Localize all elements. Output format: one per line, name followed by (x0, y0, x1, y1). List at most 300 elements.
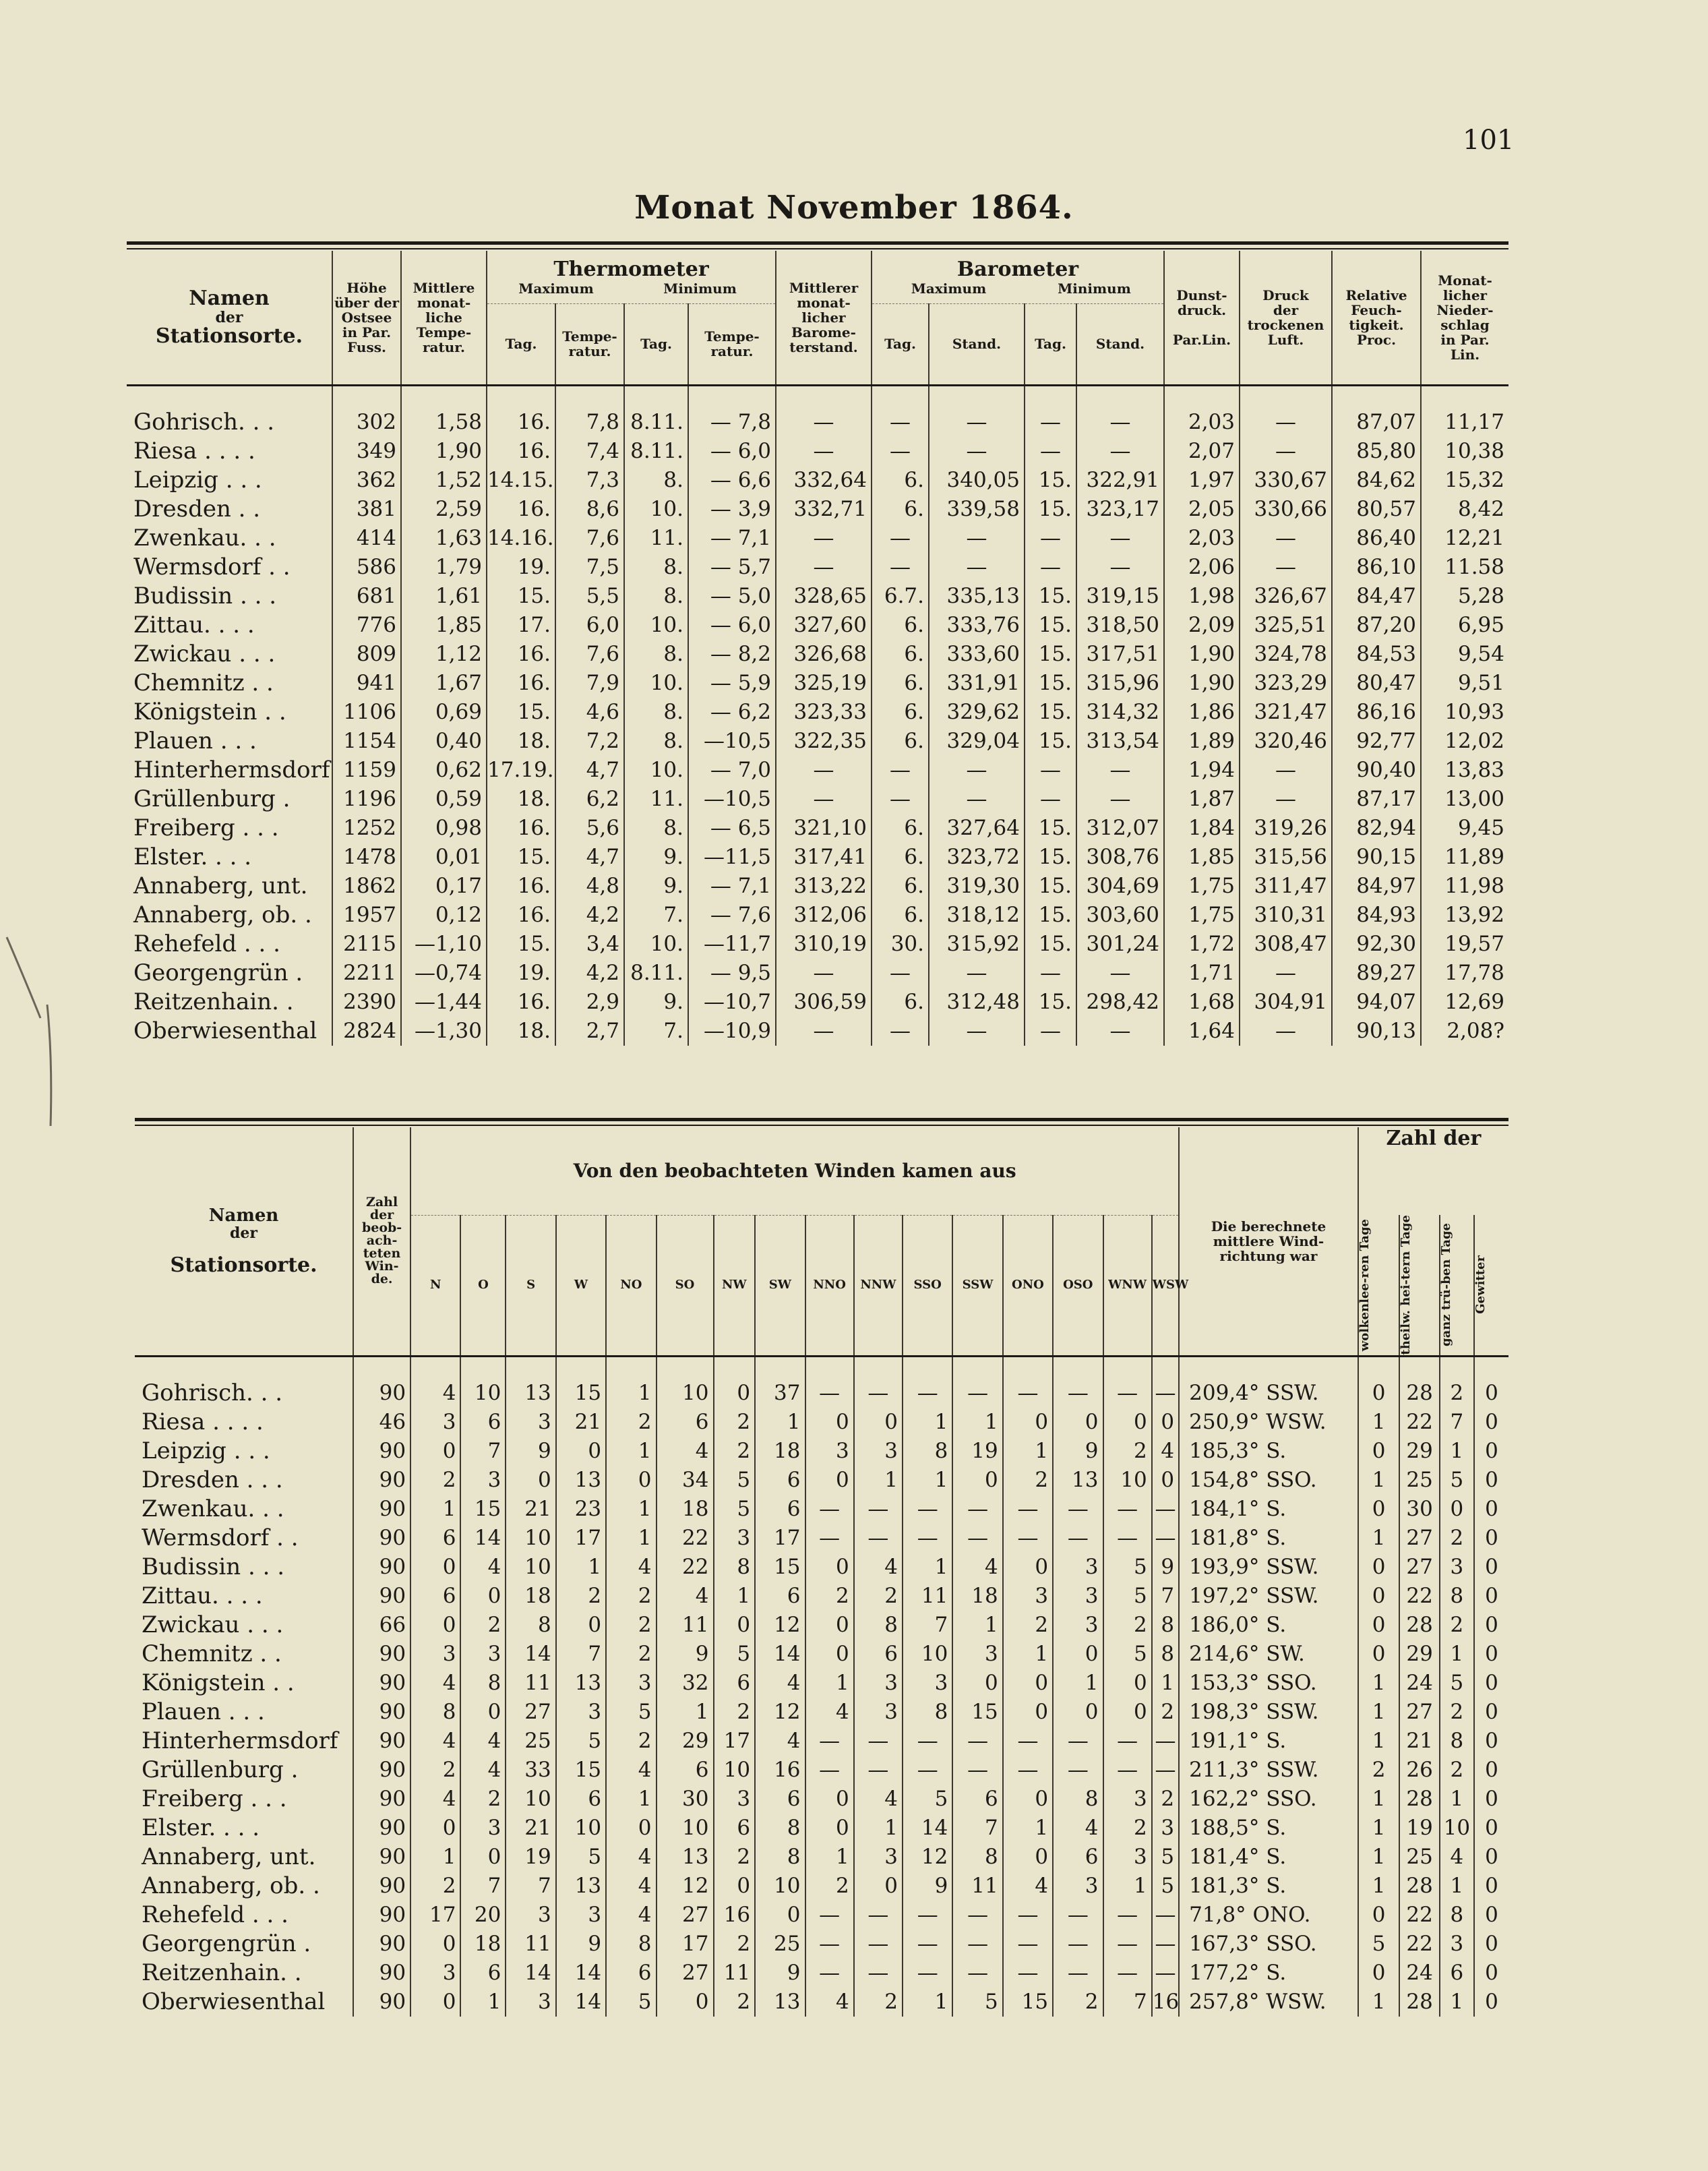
table-row (127, 611, 1508, 640)
cell: 0 (556, 1437, 606, 1466)
cell: — (805, 1495, 854, 1524)
cell: 4 (606, 1901, 656, 1930)
cell: — (872, 1017, 929, 1046)
cell: 14 (460, 1524, 506, 1553)
header-dir-wsw: WSW (1152, 1215, 1179, 1355)
cell: — (952, 1727, 1002, 1756)
cell: — 6,5 (688, 814, 776, 843)
cell: 13 (556, 1466, 606, 1495)
cell: 1 (410, 1495, 460, 1524)
cell: 325,19 (776, 669, 872, 698)
cell: 4 (657, 1437, 714, 1466)
cell: 6. (872, 814, 929, 843)
cell: 0 (1003, 1408, 1053, 1437)
cell: 15. (1025, 640, 1076, 669)
cell: — 7,1 (688, 872, 776, 901)
cell: — (1025, 408, 1076, 437)
cell: 10. (624, 669, 688, 698)
cell: 25 (1399, 1466, 1440, 1495)
cell: 0 (1358, 1582, 1400, 1611)
cell: 18. (487, 785, 555, 814)
cell: — (1152, 1524, 1179, 1553)
cell: — (872, 408, 929, 437)
cell: 8 (1053, 1785, 1103, 1814)
cell: — (776, 408, 872, 437)
cell: — (952, 1756, 1002, 1785)
station-name: Freiberg . . . (142, 1785, 287, 1812)
station-name: Annaberg, unt. (133, 872, 308, 899)
cell: 15. (1025, 495, 1076, 524)
cell: 2 (460, 1785, 506, 1814)
cell: — (1240, 959, 1332, 988)
station-name: Oberwiesenthal (142, 1988, 326, 2015)
cell: 0 (1358, 1553, 1400, 1582)
cell: 2 (1003, 1466, 1053, 1495)
cell: 2 (714, 1988, 756, 2017)
cell: 5 (1440, 1466, 1474, 1495)
cell: 1,98 (1164, 582, 1240, 611)
cell: — (805, 1959, 854, 1988)
cell: 1 (556, 1553, 606, 1582)
cell: 18 (952, 1582, 1002, 1611)
cell: 7,6 (555, 640, 624, 669)
cell: 37 (755, 1379, 805, 1408)
cell: 0 (1103, 1669, 1152, 1698)
cell: — (1240, 756, 1332, 785)
wind-direction: 153,3° SSO. (1179, 1669, 1358, 1698)
cell: — (1076, 408, 1164, 437)
table-row (135, 1872, 1508, 1901)
station-name: Dresden . . (133, 496, 261, 523)
cell: 1 (606, 1437, 656, 1466)
cell: — (929, 524, 1025, 553)
spacer-row (127, 386, 1508, 409)
cell: 298,42 (1076, 988, 1164, 1017)
cell: 3,4 (555, 930, 624, 959)
cell: 92,77 (1332, 727, 1421, 756)
cell: 90 (353, 1785, 410, 1814)
cell: 0 (657, 1988, 714, 2017)
cell: 10 (1103, 1466, 1152, 1495)
table-row (127, 756, 1508, 785)
cell: 27 (1399, 1698, 1440, 1727)
cell: 9 (1053, 1437, 1103, 1466)
cell: — (854, 1959, 903, 1988)
cell: 4,2 (555, 901, 624, 930)
cell: — (903, 1901, 952, 1930)
cell: 0 (1003, 1553, 1053, 1582)
cell: 2 (1152, 1698, 1179, 1727)
cell: — 3,9 (688, 495, 776, 524)
cell: 15 (556, 1379, 606, 1408)
cell: 324,78 (1240, 640, 1332, 669)
cell: 34 (657, 1466, 714, 1495)
cell: 0 (1003, 1698, 1053, 1727)
cell: 0 (714, 1379, 756, 1408)
cell: 28 (1399, 1379, 1440, 1408)
cell: 30. (872, 930, 929, 959)
cell: — (1076, 959, 1164, 988)
cell: 15. (1025, 843, 1076, 872)
cell: 17 (714, 1727, 756, 1756)
cell: 308,47 (1240, 930, 1332, 959)
cell: 90 (353, 1466, 410, 1495)
cell: — (1003, 1901, 1053, 1930)
wind-direction: 181,4° S. (1179, 1843, 1358, 1872)
cell: — (929, 408, 1025, 437)
cell: — (1152, 1727, 1179, 1756)
table-row (127, 843, 1508, 872)
cell: 14 (556, 1959, 606, 1988)
cell: — (1240, 524, 1332, 553)
cell: 20 (460, 1901, 506, 1930)
table-row (135, 1698, 1508, 1727)
cell: 5,5 (555, 582, 624, 611)
cell: — (854, 1930, 903, 1959)
cell: 21 (506, 1495, 555, 1524)
cell: — (929, 437, 1025, 466)
cell: 17 (556, 1524, 606, 1553)
cell: 4 (805, 1698, 854, 1727)
cell: 6,0 (555, 611, 624, 640)
cell: 349 (332, 437, 401, 466)
cell: —1,44 (401, 988, 487, 1017)
station-name: Annaberg, ob. . (142, 1872, 320, 1899)
cell: 1 (1440, 1988, 1474, 2017)
cell: — (1076, 437, 1164, 466)
cell: — (1025, 1017, 1076, 1046)
cell: 2824 (332, 1017, 401, 1046)
cell: — (776, 524, 872, 553)
cell: 9 (1152, 1553, 1179, 1582)
station-name: Budissin . . . (133, 583, 277, 609)
cell: 19. (487, 959, 555, 988)
cell: 1,52 (401, 466, 487, 495)
cell: 4 (755, 1727, 805, 1756)
table-row (135, 1553, 1508, 1582)
header-baro-min-tag: Tag. (1025, 303, 1076, 384)
header-dir-sso: SSO (903, 1215, 952, 1355)
cell: 339,58 (929, 495, 1025, 524)
cell: 18 (755, 1437, 805, 1466)
wind-direction: 167,3° SSO. (1179, 1930, 1358, 1959)
cell: 8 (755, 1843, 805, 1872)
cell: — (1053, 1959, 1103, 1988)
cell: 13 (1053, 1466, 1103, 1495)
cell: 381 (332, 495, 401, 524)
cell: 15 (1003, 1988, 1053, 2017)
cell: 1 (1358, 1466, 1400, 1495)
cell: 8. (624, 553, 688, 582)
cell: 0 (1474, 1582, 1508, 1611)
cell: — (1152, 1756, 1179, 1785)
cell: — 6,2 (688, 698, 776, 727)
cell: 9,45 (1421, 814, 1508, 843)
cell: 5 (714, 1495, 756, 1524)
cell: 6.7. (872, 582, 929, 611)
station-name: Königstein . . (142, 1669, 295, 1696)
cell: 776 (332, 611, 401, 640)
cell: 15,32 (1421, 466, 1508, 495)
cell: 3 (1440, 1553, 1474, 1582)
cell: — (952, 1959, 1002, 1988)
header-dir-ono: ONO (1003, 1215, 1053, 1355)
cell: 90 (353, 1959, 410, 1988)
cell: — (1025, 524, 1076, 553)
cell: 6 (606, 1959, 656, 1988)
header-dir-no: NO (606, 1215, 656, 1355)
cell: 16. (487, 901, 555, 930)
cell: 15. (487, 930, 555, 959)
cell: 0 (805, 1553, 854, 1582)
cell: —1,10 (401, 930, 487, 959)
cell: 11 (952, 1872, 1002, 1901)
table-row (127, 669, 1508, 698)
table-row (135, 1408, 1508, 1437)
cell: 1 (1358, 1814, 1400, 1843)
cell: 0 (1474, 1698, 1508, 1727)
cell: — (903, 1756, 952, 1785)
cell: 1,85 (401, 611, 487, 640)
cell: 1 (1358, 1727, 1400, 1756)
cell: 6. (872, 872, 929, 901)
cell: 332,71 (776, 495, 872, 524)
cell: — (1103, 1930, 1152, 1959)
cell: — (854, 1727, 903, 1756)
cell: 17. (487, 611, 555, 640)
table-row (127, 814, 1508, 843)
table-row (135, 1524, 1508, 1553)
cell: 90 (353, 1669, 410, 1698)
cell: 87,20 (1332, 611, 1421, 640)
cell: 6 (410, 1524, 460, 1553)
header-dir-n: N (410, 1215, 460, 1355)
cell: 317,41 (776, 843, 872, 872)
cell: 321,47 (1240, 698, 1332, 727)
cell: 5 (606, 1698, 656, 1727)
cell: 8 (1440, 1727, 1474, 1756)
cell: 84,62 (1332, 466, 1421, 495)
cell: 90 (353, 1901, 410, 1930)
header-thermometer: Thermometer Maximum Minimum (487, 251, 776, 303)
cell: 94,07 (1332, 988, 1421, 1017)
cell: 3 (805, 1437, 854, 1466)
wind-direction: 162,2° SSO. (1179, 1785, 1358, 1814)
cell: 1,71 (1164, 959, 1240, 988)
cell: — (1103, 1379, 1152, 1408)
cell: 319,15 (1076, 582, 1164, 611)
cell: 28 (1399, 1872, 1440, 1901)
cell: 2,07 (1164, 437, 1240, 466)
cell: 2 (1103, 1437, 1152, 1466)
cell: 0 (714, 1611, 756, 1640)
station-name: Königstein . . (133, 698, 286, 725)
cell: 8. (624, 814, 688, 843)
cell: 16. (487, 988, 555, 1017)
header-gewitter: Gewitter (1474, 1215, 1508, 1355)
cell: — (1025, 437, 1076, 466)
cell: — (805, 1727, 854, 1756)
cell: 3 (506, 1408, 555, 1437)
cell: 3 (460, 1640, 506, 1669)
cell: 325,51 (1240, 611, 1332, 640)
station-name: Gohrisch. . . (133, 409, 275, 436)
cell: 0 (805, 1408, 854, 1437)
cell: 8 (606, 1930, 656, 1959)
cell: 8. (624, 640, 688, 669)
cell: 1 (805, 1669, 854, 1698)
wind-direction: 257,8° WSW. (1179, 1988, 1358, 2017)
cell: 0,40 (401, 727, 487, 756)
cell: 4 (410, 1379, 460, 1408)
cell: 24 (1399, 1959, 1440, 1988)
cell: 1 (606, 1524, 656, 1553)
cell: —11,7 (688, 930, 776, 959)
cell: — (872, 437, 929, 466)
cell: — (1240, 437, 1332, 466)
cell: — (1025, 785, 1076, 814)
cell: 16 (714, 1901, 756, 1930)
table-meteorology (127, 251, 1508, 1046)
cell: 941 (332, 669, 401, 698)
cell: 0 (1358, 1437, 1400, 1466)
cell: 0 (460, 1843, 506, 1872)
cell: 0 (805, 1466, 854, 1495)
cell: 3 (1053, 1611, 1103, 1640)
cell: 27 (1399, 1553, 1440, 1582)
cell: 2,03 (1164, 408, 1240, 437)
cell: 0 (1103, 1408, 1152, 1437)
table-row (135, 1495, 1508, 1524)
cell: 1,94 (1164, 756, 1240, 785)
cell: 15. (1025, 669, 1076, 698)
cell: 90 (353, 1379, 410, 1408)
cell: 6 (657, 1756, 714, 1785)
cell: 2 (1440, 1379, 1474, 1408)
cell: 0 (1474, 1988, 1508, 2017)
cell: 1,63 (401, 524, 487, 553)
cell: 1,12 (401, 640, 487, 669)
cell: 30 (1399, 1495, 1440, 1524)
cell: 2 (606, 1408, 656, 1437)
cell: 2 (556, 1582, 606, 1611)
cell: 2,9 (555, 988, 624, 1017)
cell: 2 (1440, 1698, 1474, 1727)
cell: 0 (1053, 1698, 1103, 1727)
cell: 9 (556, 1930, 606, 1959)
cell: 1 (1358, 1669, 1400, 1698)
cell: 8 (903, 1437, 952, 1466)
cell: 0 (1474, 1524, 1508, 1553)
cell: 0 (1440, 1495, 1474, 1524)
cell: 1,61 (401, 582, 487, 611)
cell: 315,92 (929, 930, 1025, 959)
cell: 11.58 (1421, 553, 1508, 582)
cell: 4 (460, 1553, 506, 1582)
cell: 17 (755, 1524, 805, 1553)
cell: 1 (410, 1843, 460, 1872)
cell: 8. (624, 582, 688, 611)
cell: 7 (460, 1872, 506, 1901)
table-row (127, 959, 1508, 988)
cell: 331,91 (929, 669, 1025, 698)
cell: 7. (624, 901, 688, 930)
cell: — (805, 1756, 854, 1785)
cell: 306,59 (776, 988, 872, 1017)
cell: 4 (854, 1785, 903, 1814)
cell: 2,59 (401, 495, 487, 524)
cell: 10 (903, 1640, 952, 1669)
cell: — 7,0 (688, 756, 776, 785)
cell: 26 (1399, 1756, 1440, 1785)
cell: 27 (506, 1698, 555, 1727)
cell: 5 (714, 1640, 756, 1669)
cell: 6. (872, 640, 929, 669)
cell: 1,68 (1164, 988, 1240, 1017)
cell: 15. (1025, 727, 1076, 756)
cell: 414 (332, 524, 401, 553)
cell: — (1152, 1901, 1179, 1930)
cell: 0 (1358, 1379, 1400, 1408)
cell: 0 (1474, 1930, 1508, 1959)
cell: 2,06 (1164, 553, 1240, 582)
cell: 0 (410, 1553, 460, 1582)
cell: 14.16. (487, 524, 555, 553)
cell: 4,7 (555, 843, 624, 872)
cell: 90 (353, 1437, 410, 1466)
cell: 25 (1399, 1843, 1440, 1872)
cell: 308,76 (1076, 843, 1164, 872)
cell: 4 (952, 1553, 1002, 1582)
cell: — (1053, 1756, 1103, 1785)
cell: 8 (1152, 1611, 1179, 1640)
station-name: Reitzenhain. . (133, 988, 294, 1015)
cell: — (1076, 1017, 1164, 1046)
cell: 0 (1474, 1727, 1508, 1756)
cell: 2 (1358, 1756, 1400, 1785)
wind-direction: 185,3° S. (1179, 1437, 1358, 1466)
cell: 1,89 (1164, 727, 1240, 756)
cell: 0 (952, 1669, 1002, 1698)
cell: 1862 (332, 872, 401, 901)
cell: 0 (410, 1988, 460, 2017)
cell: 1 (1440, 1785, 1474, 1814)
cell: 90 (353, 1988, 410, 2017)
header-zahl-der-tage: Zahl der (1358, 1127, 1508, 1215)
cell: — (1003, 1524, 1053, 1553)
cell: 1 (606, 1379, 656, 1408)
cell: 87,07 (1332, 408, 1421, 437)
cell: 11 (714, 1959, 756, 1988)
cell: 87,17 (1332, 785, 1421, 814)
cell: 4 (1440, 1843, 1474, 1872)
cell: 18 (506, 1582, 555, 1611)
cell: 92,30 (1332, 930, 1421, 959)
cell: 6. (872, 901, 929, 930)
cell: — (776, 785, 872, 814)
cell: 0 (1474, 1611, 1508, 1640)
cell: 1 (1003, 1437, 1053, 1466)
cell: 6 (854, 1640, 903, 1669)
cell: 21 (506, 1814, 555, 1843)
cell: 10 (714, 1756, 756, 1785)
cell: 29 (1399, 1437, 1440, 1466)
cell: — (1076, 553, 1164, 582)
cell: 312,07 (1076, 814, 1164, 843)
cell: — (1152, 1495, 1179, 1524)
cell: 3 (506, 1901, 555, 1930)
cell: 84,53 (1332, 640, 1421, 669)
